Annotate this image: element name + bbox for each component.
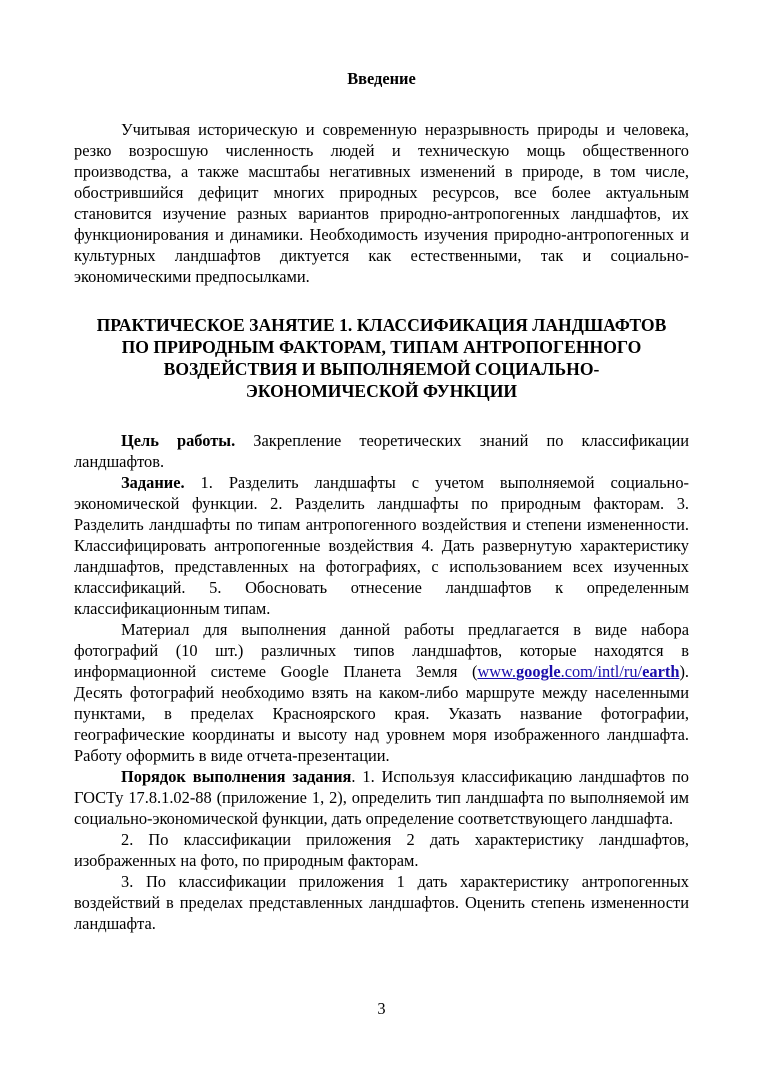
material-paragraph	[74, 619, 689, 766]
order-text: . 1. Используя классификацию ландшафтов по ГОСТу 17.8.1.02-88 (приложение 1, 2), определить тип ландшафта по выполняемой им социально-экономической функции, дать определение соответствующего ландшафта.	[74, 767, 689, 828]
task-paragraph	[74, 472, 689, 619]
intro-title: Введение	[347, 69, 416, 88]
section-heading-line: ВОЗДЕЙСТВИЯ И ВЫПОЛНЯЕМОЙ СОЦИАЛЬНО-	[163, 359, 600, 379]
goal-text: Закрепление теоретических знаний по классификации ландшафтов.	[74, 431, 689, 471]
task-label: Задание.	[121, 473, 185, 492]
link-earth: earth	[642, 662, 680, 681]
link-www: www.	[477, 662, 516, 681]
section-heading	[74, 314, 689, 402]
step-2-paragraph: 2. По классификации приложения 2 дать характеристику ландшафтов, изображенных на фото, по природным факторам.	[74, 830, 689, 870]
step-3-paragraph: 3. По классификации приложения 1 дать характеристику антропогенных воздействий в пределах представленных ландшафтов. Оценить степень измененности ландшафта.	[74, 872, 689, 933]
intro-paragraph: Учитывая историческую и современную неразрывность природы и человека, резко возросшую численность людей и техническую мощь общественного производства, а также масштабы негативных изменений в природе, в том числе, обострившийся дефицит многих природных ресурсов, все более актуальным становится изучение разных вариантов природно-антропогенных ландшафтов, их функционирования и динамики. Необходимость изучения природно-антропогенных и культурных ландшафтов диктуется как естественными, так и социально-экономическими предпосылками.	[74, 120, 689, 286]
material-text-2: ). Десять фотографий необходимо взять на каком-либо маршруте между населенными пунктами, в пределах Красноярского края. Указать название фотографии, географические координаты и высоту над уровнем моря изображенного ландшафта. Работу оформить в виде отчета-презентации.	[74, 662, 689, 765]
link-mid: .com/intl/ru/	[560, 662, 643, 681]
section-heading-line: ПРАКТИЧЕСКОЕ ЗАНЯТИЕ 1. КЛАССИФИКАЦИЯ ЛАНДШАФТОВ	[96, 315, 667, 335]
order-paragraph	[74, 766, 689, 829]
goal-label: Цель работы.	[121, 431, 236, 450]
section-heading-line: ПО ПРИРОДНЫМ ФАКТОРАМ, ТИПАМ АНТРОПОГЕННОГО	[121, 337, 642, 357]
google-earth-link[interactable]	[477, 662, 679, 681]
page-number: 3	[377, 999, 386, 1018]
goal-paragraph	[74, 430, 689, 472]
material-text-1: Материал для выполнения данной работы предлагается в виде набора фотографий (10 шт.) различных типов ландшафтов, которые находятся в информационной системе Google Планета Земля (	[74, 620, 689, 681]
link-google: google	[515, 662, 561, 681]
section-heading-line: ЭКОНОМИЧЕСКОЙ ФУНКЦИИ	[245, 381, 518, 401]
task-text: 1. Разделить ландшафты с учетом выполняемой социально-экономической функции. 2. Разделить ландшафты по природным факторам. 3. Разделить ландшафты по типам антропогенного воздействия и степени измененности. Классифицировать антропогенные воздействия 4. Дать развернутую характеристику ландшафтов, представленных на фотографиях, с использованием всех изученных классификаций. 5. Обосновать отнесение ландшафтов к определенным классификационным типам.	[74, 473, 689, 618]
order-label: Порядок выполнения задания	[121, 767, 352, 786]
